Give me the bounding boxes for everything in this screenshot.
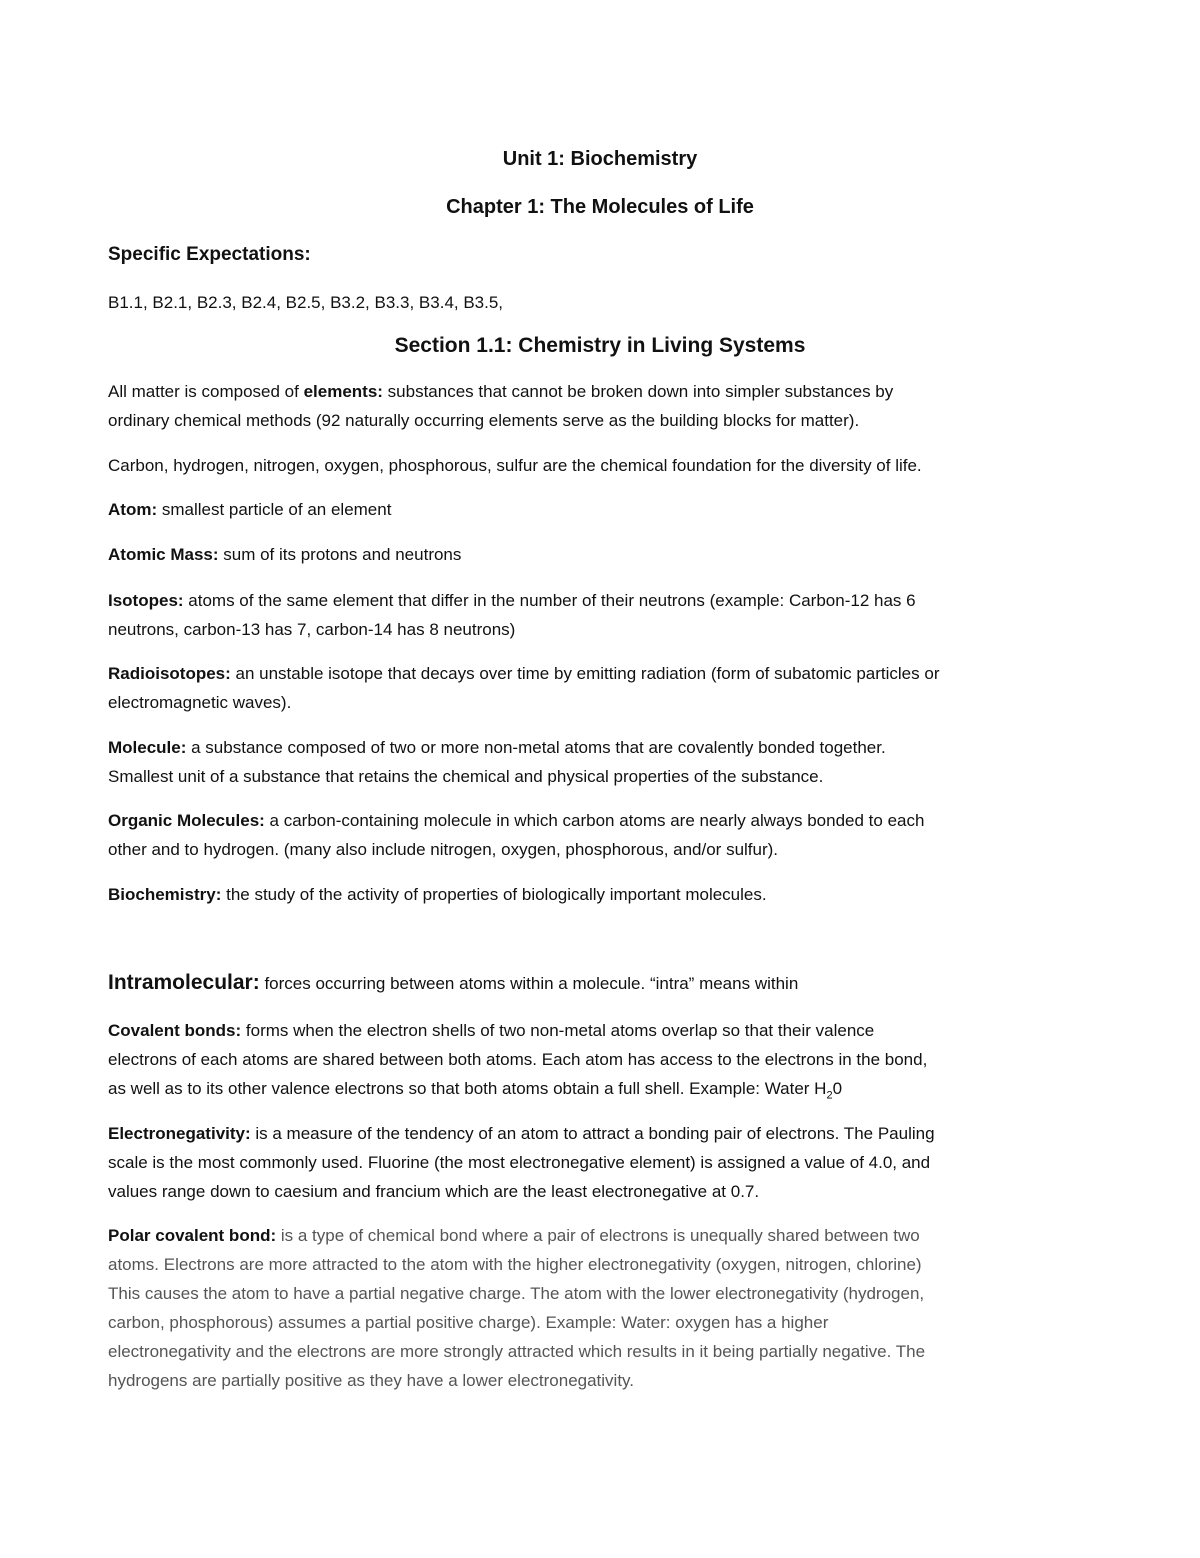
definition-organic-molecules-line-2: other and to hydrogen. (many also include nitrogen, oxygen, phosphorous, and/or sulfur). <box>108 840 779 859</box>
definition-atomic-mass <box>108 544 461 566</box>
intro-line-1-rest: substances that cannot be broken down into simpler substances by <box>382 382 894 401</box>
definition-molecule <box>108 737 886 759</box>
intro-line-1 <box>108 381 893 403</box>
definition-radioisotopes-line-2: electromagnetic waves). <box>108 693 292 712</box>
definition-covalent-bonds <box>108 1020 874 1042</box>
definition-polar-line-2: atoms. Electrons are more attracted to the atom with the higher electronegativity (oxygen, nitrogen, chlorine) <box>108 1255 922 1274</box>
subscript: 2 <box>826 1089 833 1102</box>
chapter-title: Chapter 1: The Molecules of Life <box>446 196 754 218</box>
definition-polar-line-6: hydrogens are partially positive as they have a lower electronegativity. <box>108 1371 635 1390</box>
definition-term: Atomic Mass: <box>108 545 219 564</box>
definition-text: 0 <box>832 1079 843 1098</box>
definition-text: smallest particle of an element <box>157 500 392 519</box>
section-title: Section 1.1: Chemistry in Living Systems <box>394 334 806 357</box>
definition-text: forms when the electron shells of two non-metal atoms overlap so that their valence <box>241 1021 875 1040</box>
definition-polar-covalent-bond <box>108 1225 920 1247</box>
carbon-line: Carbon, hydrogen, nitrogen, oxygen, phosphorous, sulfur are the chemical foundation for the diversity of life. <box>108 456 922 475</box>
definition-covalent-line-3 <box>108 1078 842 1100</box>
definition-isotopes <box>108 590 916 612</box>
definition-text: atoms of the same element that differ in the number of their neutrons (example: Carbon-12 has 6 <box>183 591 916 610</box>
definition-term: Isotopes: <box>108 591 184 610</box>
definition-intramolecular <box>108 972 798 995</box>
definition-text: is a measure of the tendency of an atom to attract a bonding pair of electrons. The Pauling <box>250 1124 935 1143</box>
definition-term: Atom: <box>108 500 158 519</box>
definition-text: is a type of chemical bond where a pair of electrons is unequally shared between two <box>276 1226 920 1245</box>
definition-text: the study of the activity of properties of biologically important molecules. <box>221 885 767 904</box>
definition-term: Polar covalent bond: <box>108 1226 277 1245</box>
definition-term: Electronegativity: <box>108 1124 251 1143</box>
definition-term: Radioisotopes: <box>108 664 231 683</box>
definition-electronegativity-line-3: values range down to caesium and francium which are the least electronegative at 0.7. <box>108 1182 760 1201</box>
definition-atom <box>108 499 391 521</box>
definition-polar-line-3: This causes the atom to have a partial negative charge. The atom with the lower electronegativity (hydrogen, <box>108 1284 925 1303</box>
definition-covalent-line-2: electrons of each atoms are shared between both atoms. Each atom has access to the electrons in the bond, <box>108 1050 928 1069</box>
definition-term: Molecule: <box>108 738 187 757</box>
definition-biochemistry <box>108 884 767 906</box>
definition-electronegativity <box>108 1123 935 1145</box>
definition-term: Covalent bonds: <box>108 1021 242 1040</box>
expectations-list: B1.1, B2.1, B2.3, B2.4, B2.5, B3.2, B3.3, B3.4, B3.5, <box>108 293 504 312</box>
expectations-heading: Specific Expectations: <box>108 244 311 265</box>
definition-polar-line-5: electronegativity and the electrons are more strongly attracted which results in it being partially negative. The <box>108 1342 926 1361</box>
definition-text: a carbon-containing molecule in which carbon atoms are nearly always bonded to each <box>264 811 925 830</box>
intro-term: elements: <box>303 382 383 401</box>
definition-text: an unstable isotope that decays over time by emitting radiation (form of subatomic particles or <box>230 664 940 683</box>
definition-term: Biochemistry: <box>108 885 222 904</box>
definition-organic-molecules <box>108 810 924 832</box>
definition-molecule-line-2: Smallest unit of a substance that retains the chemical and physical properties of the substance. <box>108 767 824 786</box>
definition-radioisotopes <box>108 663 939 685</box>
definition-electronegativity-line-2: scale is the most commonly used. Fluorine (the most electronegative element) is assigned a value of 4.0, and <box>108 1153 931 1172</box>
definition-text: sum of its protons and neutrons <box>218 545 462 564</box>
definition-term: Intramolecular: <box>108 971 260 994</box>
unit-title: Unit 1: Biochemistry <box>502 148 698 170</box>
intro-line-2: ordinary chemical methods (92 naturally occurring elements serve as the building blocks for matter). <box>108 411 860 430</box>
intro-lead: All matter is composed of <box>108 382 304 401</box>
definition-term: Organic Molecules: <box>108 811 265 830</box>
definition-text: a substance composed of two or more non-metal atoms that are covalently bonded together. <box>186 738 886 757</box>
definition-text: forces occurring between atoms within a molecule. “intra” means within <box>259 974 799 993</box>
definition-text: as well as to its other valence electrons so that both atoms obtain a full shell. Example: Water H <box>108 1079 827 1098</box>
definition-isotopes-line-2: neutrons, carbon-13 has 7, carbon-14 has 8 neutrons) <box>108 620 516 639</box>
definition-polar-line-4: carbon, phosphorous) assumes a partial positive charge). Example: Water: oxygen has a higher <box>108 1313 829 1332</box>
